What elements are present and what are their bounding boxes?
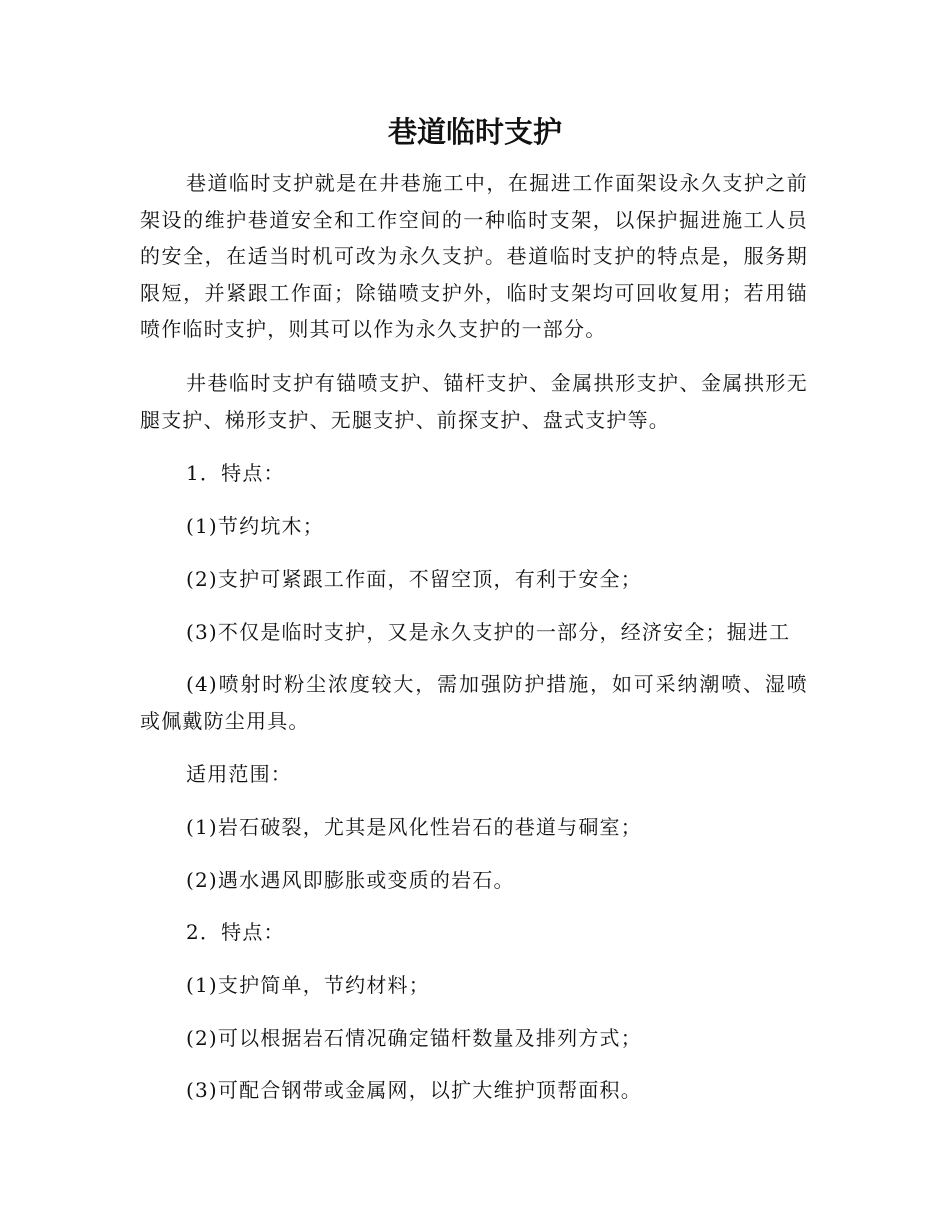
section1-item-2: (2)支护可紧跟工作面，不留空顶，有利于安全；	[186, 567, 642, 591]
intro-paragraph: 巷道临时支护就是在井巷施工中，在掘进工作面架设永久支护之前架设的维护巷道安全和工作空间的一种临时支架，以保护掘进施工人员的安全，在适当时机可改为永久支护。巷道临时支护的特点是，服务期限短，并紧跟工作面；除锚喷支护外，临时支架均可回收复用；若用锚喷作临时支护，则其可以作为永久支护的一部分。	[140, 171, 808, 341]
section2-item-1: (1)支护简单，节约材料；	[186, 973, 430, 997]
section1-item-1: (1)节约坑木；	[186, 514, 324, 538]
section1-item-4: (4)喷射时粉尘浓度较大，需加强防护措施，如可采纳潮喷、湿喷或佩戴防尘用具。	[140, 672, 808, 733]
types-paragraph: 井巷临时支护有锚喷支护、锚杆支护、金属拱形支护、金属拱形无腿支护、梯形支护、无腿支护、前探支护、盘式支护等。	[140, 371, 808, 432]
scope-item-1: (1)岩石破裂，尤其是风化性岩石的巷道与硐室；	[186, 815, 642, 839]
scope-item-2: (2)遇水遇风即膨胀或变质的岩石。	[186, 868, 515, 892]
section2-heading: 2．特点：	[186, 920, 285, 944]
section2-item-3: (3)可配合钢带或金属网，以扩大维护顶帮面积。	[186, 1078, 642, 1102]
scope-heading: 适用范围：	[186, 762, 292, 786]
section2-item-2: (2)可以根据岩石情况确定锚杆数量及排列方式；	[186, 1026, 642, 1050]
document-title: 巷道临时支护	[387, 115, 562, 149]
section1-heading: 1．特点：	[186, 461, 285, 485]
section1-item-3: (3)不仅是临时支护，又是永久支护的一部分，经济安全；掘进工	[186, 620, 791, 644]
